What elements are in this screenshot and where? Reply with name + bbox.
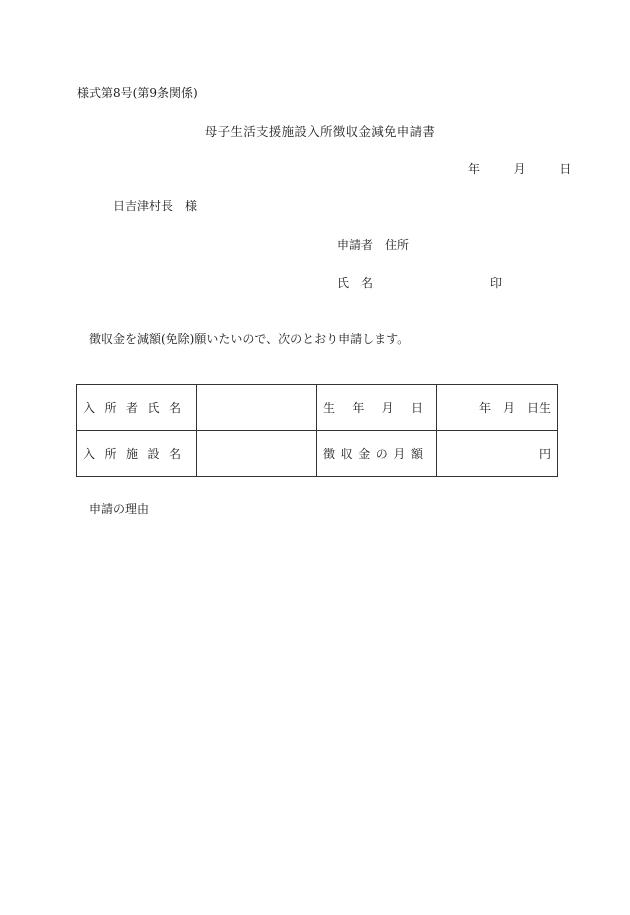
info-table: [76, 384, 558, 477]
label-char: 日: [410, 401, 423, 415]
facility-name-label-cell: [77, 431, 197, 477]
label-char: 入: [83, 447, 96, 461]
date-year-label: 年: [468, 162, 481, 176]
label-char: 入: [83, 401, 96, 415]
date-month-label: 月: [513, 162, 526, 176]
label-char: 生: [323, 401, 336, 415]
monthly-fee-value-cell[interactable]: 円: [437, 431, 558, 477]
birthdate-label-cell: [317, 385, 437, 431]
label-char: 名: [168, 401, 181, 415]
label-char: 徴: [323, 447, 336, 461]
label-char: 月: [381, 401, 394, 415]
resident-name-value-cell[interactable]: [197, 385, 317, 431]
label-char: 所: [104, 401, 117, 415]
seal-mark: 印: [490, 276, 503, 290]
label-char: 所: [104, 447, 117, 461]
label-char: 者: [125, 401, 138, 415]
label-char: 月: [393, 447, 406, 461]
addressee: 日吉津村長 様: [113, 199, 198, 213]
label-char: 氏: [147, 401, 160, 415]
facility-name-value-cell[interactable]: [197, 431, 317, 477]
date-day-label: 日: [559, 162, 572, 176]
reason-label: 申請の理由: [89, 502, 150, 516]
request-statement: 徴収金を減額(免除)願いたいので、次のとおり申請します。: [89, 332, 410, 346]
label-char: 施: [125, 447, 138, 461]
label-char: 額: [410, 447, 423, 461]
label-char: の: [375, 447, 388, 461]
table-row: [77, 385, 558, 431]
birthdate-value-cell[interactable]: 年 月 日生: [437, 385, 558, 431]
label-char: 収: [340, 447, 353, 461]
document-title: 母子生活支援施設入所徴収金減免申請書: [204, 124, 436, 139]
applicant-name-label: 氏 名: [337, 276, 374, 290]
label-char: 設: [147, 447, 160, 461]
monthly-fee-label-cell: [317, 431, 437, 477]
form-number: 様式第8号(第9条関係): [77, 86, 198, 100]
applicant-address-label: 申請者 住所: [337, 238, 410, 252]
date-line: [468, 160, 571, 177]
label-char: 年: [352, 401, 365, 415]
label-char: 名: [168, 447, 181, 461]
label-char: 金: [358, 447, 371, 461]
table-row: [77, 431, 558, 477]
resident-name-label-cell: [77, 385, 197, 431]
